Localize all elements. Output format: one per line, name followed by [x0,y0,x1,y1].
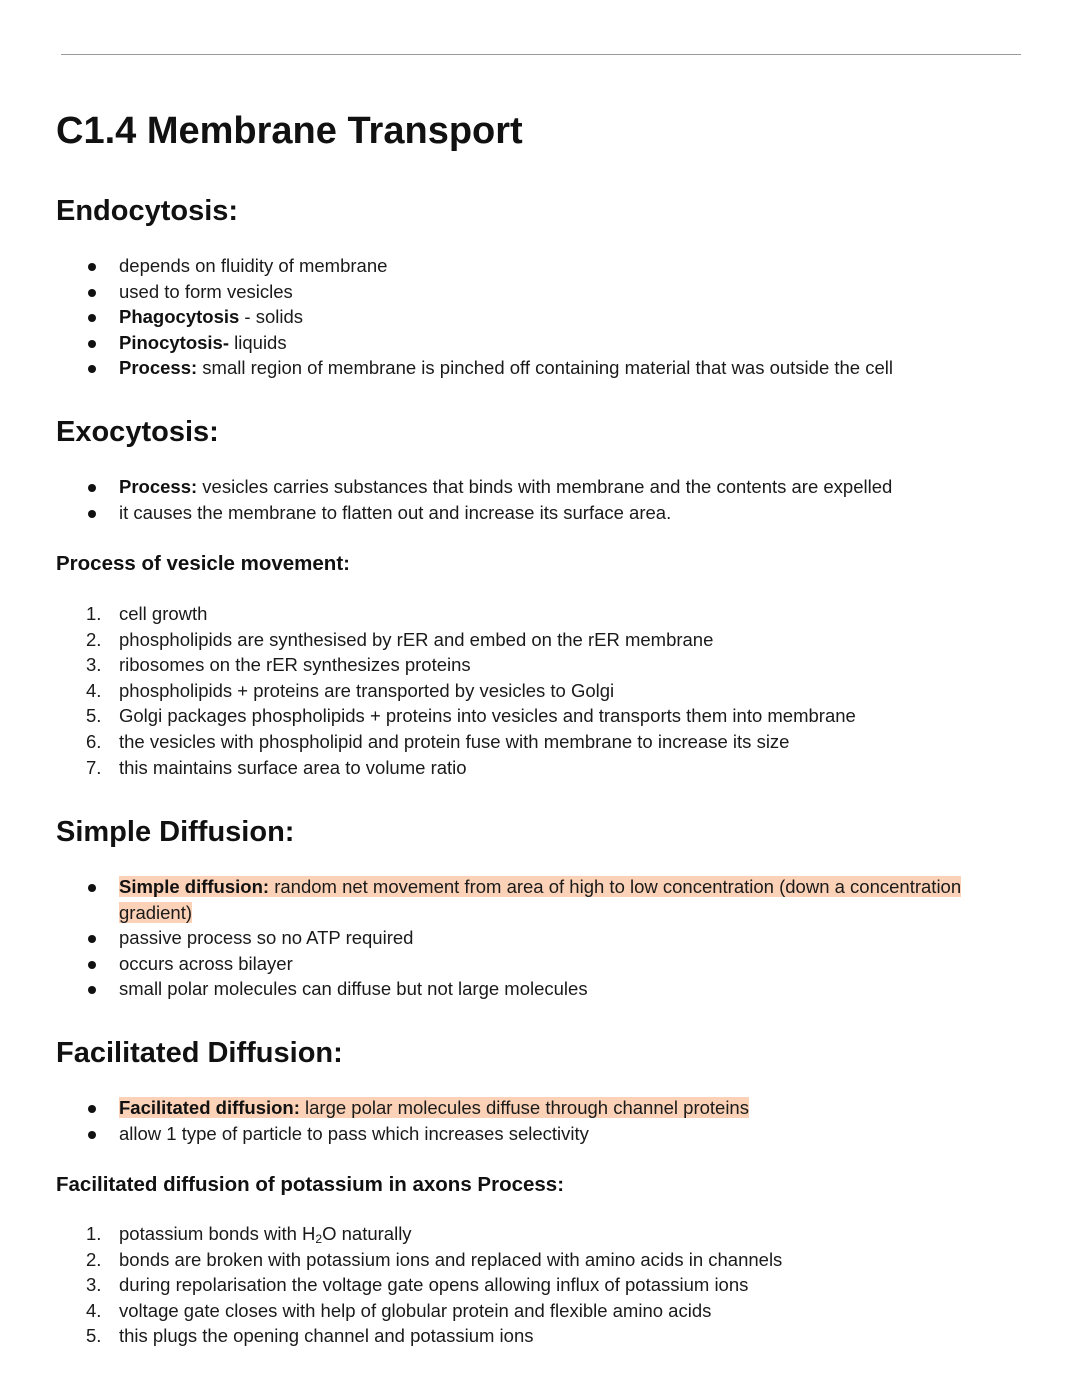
list-item: depends on fluidity of membrane [0,253,1019,279]
bullet-icon [88,986,96,994]
bullet-icon [88,484,96,492]
term-phagocytosis: Phagocytosis [119,306,240,328]
list-item: 6. the vesicles with phospholipid and protein fuse with membrane to increase its size [86,730,790,752]
list-item: Process: vesicles carries substances that binds with membrane and the contents are expelled [0,474,1019,500]
heading-vesicle-movement: Process of vesicle movement: [56,552,350,575]
heading-endocytosis: Endocytosis: [56,195,239,227]
facilitated-diffusion-list [0,1095,1019,1146]
list-item: used to form vesicles [0,279,1019,305]
top-divider [61,54,1021,55]
list-item: 5. Golgi packages phospholipids + proteins into vesicles and transports them into membrane [86,705,856,727]
list-item: 1. potassium bonds with $H_2O$ naturally [86,1223,412,1246]
highlighted-definition: Simple diffusion: random net movement from area of high to low concentration (down a concentration gradient) [119,876,962,923]
page-title: C1.4 Membrane Transport [56,110,523,152]
list-item: 7. this maintains surface area to volume ratio [86,756,467,778]
bullet-icon [88,314,96,322]
list-item: it causes the membrane to flatten out and increase its surface area. [0,500,1019,526]
potassium-process-steps [0,1221,1019,1349]
list-item: 3. during repolarisation the voltage gate opens allowing influx of potassium ions [86,1274,749,1296]
list-item: 2. bonds are broken with potassium ions and replaced with amino acids in channels [86,1248,783,1270]
bullet-icon [88,935,96,943]
bullet-icon [88,263,96,271]
heading-simple-diffusion: Simple Diffusion: [56,816,295,848]
heading-potassium-process: Facilitated diffusion of potassium in axons Process: [56,1173,565,1196]
bullet-icon [88,289,96,297]
bullet-icon [88,340,96,348]
bullet-icon [88,365,96,373]
list-item: occurs across bilayer [0,951,1019,977]
term-process: Process: [119,357,198,379]
list-item: 3. ribosomes on the rER synthesizes proteins [86,654,471,676]
list-item: Process: small region of membrane is pinched off containing material that was outside the cell [0,355,1019,381]
list-item: 5. this plugs the opening channel and potassium ions [86,1325,534,1347]
list-item [0,874,1019,925]
heading-exocytosis: Exocytosis: [56,416,219,448]
bullet-icon [88,1131,96,1139]
endocytosis-list [0,253,1019,381]
list-item: Pinocytosis- liquids [0,330,1019,356]
exocytosis-list [0,474,1019,525]
list-item: Phagocytosis - solids [0,304,1019,330]
list-item: allow 1 type of particle to pass which increases selectivity [0,1121,1019,1147]
list-item [0,1095,1019,1121]
list-item: small polar molecules can diffuse but not large molecules [0,976,1019,1002]
bullet-icon [88,510,96,518]
list-item: 4. voltage gate closes with help of globular protein and flexible amino acids [86,1299,712,1321]
list-item: 2. phospholipids are synthesised by rER and embed on the rER membrane [86,628,714,650]
simple-diffusion-list [0,874,1019,1002]
term-pinocytosis: Pinocytosis- [119,331,229,353]
bullet-icon [88,1105,96,1113]
list-item: passive process so no ATP required [0,925,1019,951]
list-item: 4. phospholipids + proteins are transported by vesicles to Golgi [86,679,615,701]
list-item: 1. cell growth [86,603,208,624]
bullet-icon [88,961,96,969]
heading-facilitated-diffusion: Facilitated Diffusion: [56,1037,343,1069]
vesicle-movement-steps [0,601,1019,780]
term-process: Process: [119,476,198,497]
bullet-icon [88,884,96,892]
highlighted-definition: Facilitated diffusion: large polar molecules diffuse through channel proteins [119,1097,749,1118]
